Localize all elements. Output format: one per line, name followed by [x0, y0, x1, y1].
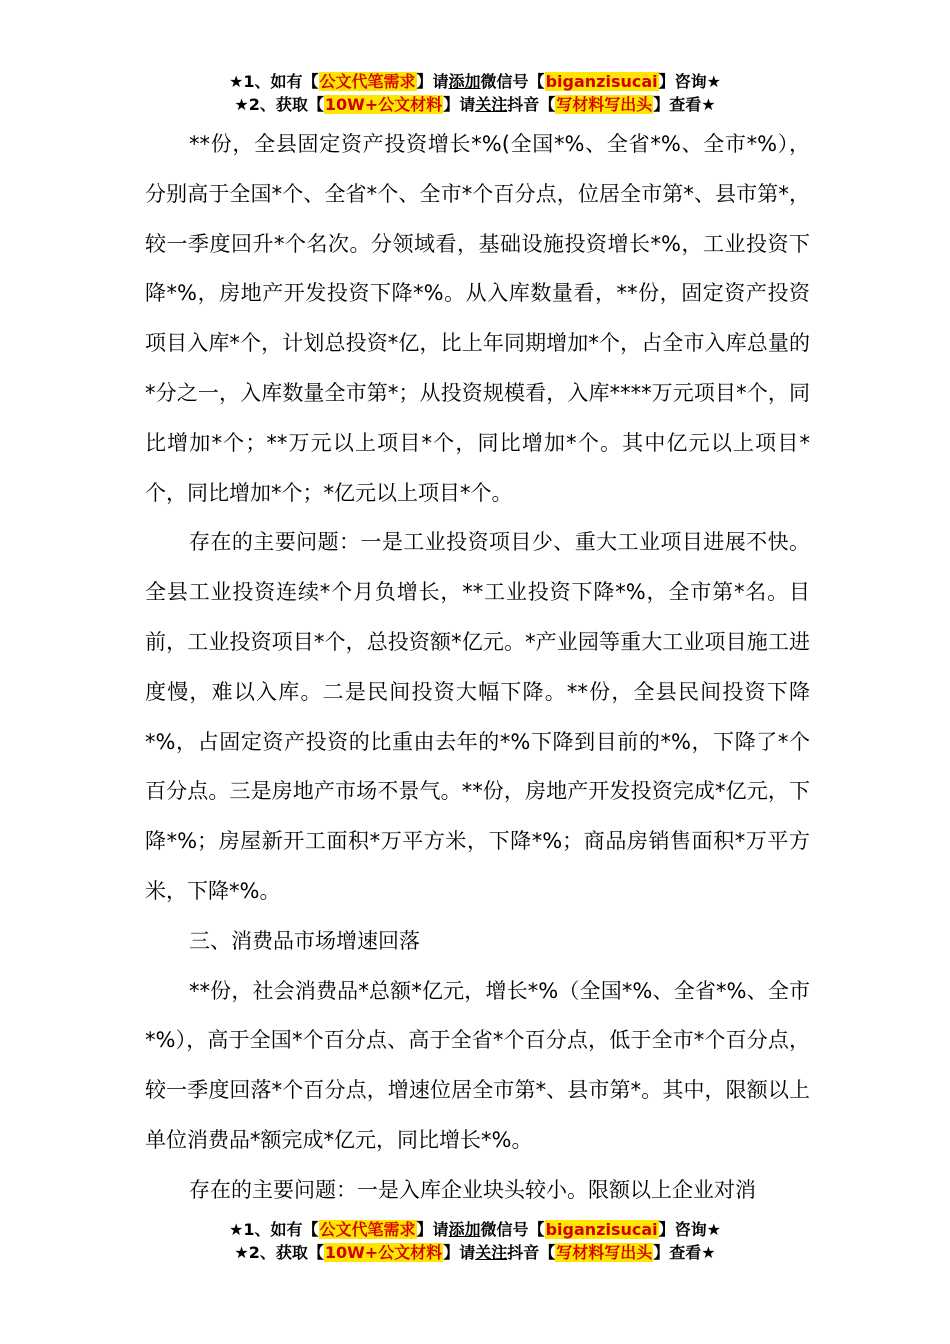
banner-text: 】请 — [443, 1243, 476, 1262]
banner-text: 】请 — [416, 1220, 449, 1239]
banner-text: 微信号【 — [480, 1220, 545, 1239]
banner-text: 关注 — [475, 95, 508, 114]
banner-line-1 — [0, 1218, 950, 1241]
banner-text: 抖音【 — [507, 95, 556, 114]
banner-text: ★1、如有【 — [229, 1220, 319, 1239]
paragraph: **份，社会消费品*总额*亿元，增长*%（全国*%、全省*%、全市*%），高于全国*个百分点、高于全省*个百分点，低于全市*个百分点，较一季度回落*个百分点，增速位居全市第*、县市第*。其中，限额以上单位消费品*额完成*亿元，同比增长*%。 — [145, 978, 810, 1152]
paragraph: **份，全县固定资产投资增长*%(全国*%、全省*%、全市*%），分别高于全国*个、全省*个、全市*个百分点，位居全市第*、县市第*，较一季度回升*个名次。分领域看，基础设施投资增长*%，工业投资下降*%，房地产开发投资下降*%。从入库数量看，**份，固定资产投资项目入库*个，计划总投资*亿，比上年同期增加*个，占全市入库总量的*分之一，入库数量全市第*；从投资规模看，入库****万元项目*个，同比增加*个；**万元以上项目*个，同比增加*个。其中亿元以上项目*个，同比增加*个；*亿元以上项目*个。 — [145, 132, 810, 505]
banner-text: ★2、获取【 — [234, 1243, 324, 1262]
banner-highlight: 10W+公文材料 — [324, 1243, 443, 1262]
banner-text: ★2、获取【 — [234, 95, 324, 114]
banner-text: 】请 — [416, 72, 449, 91]
banner-highlight: 公文代笔需求 — [319, 1220, 416, 1239]
paragraph: 存在的主要问题：一是入库企业块头较小。限额以上企业对消 — [189, 1177, 756, 1202]
banner-text: 】查看★ — [653, 95, 716, 114]
banner-text: 添加 — [448, 1220, 481, 1239]
header-banner — [0, 70, 950, 116]
banner-text: 抖音【 — [507, 1243, 556, 1262]
banner-text: 】请 — [443, 95, 476, 114]
banner-text: 关注 — [475, 1243, 508, 1262]
banner-line-2 — [0, 93, 950, 116]
banner-text: 】咨询★ — [658, 1220, 721, 1239]
banner-text: 】咨询★ — [658, 72, 721, 91]
banner-highlight: 写材料写出头 — [556, 1243, 653, 1262]
paragraph: 存在的主要问题：一是工业投资项目少、重大工业项目进展不快。全县工业投资连续*个月负增长，**工业投资下降*%，全市第*名。目前，工业投资项目*个，总投资额*亿元。*产业园等重大工业项目施工进度慢，难以入库。二是民间投资大幅下降。**份，全县民间投资下降*%，占固定资产投资的比重由去年的*%下降到目前的*%，下降了*个百分点。三是房地产市场不景气。**份，房地产开发投资完成*亿元，下降*%；房屋新开工面积*万平方米，下降*%；商品房销售面积*万平方米，下降*%。 — [145, 530, 810, 903]
section-heading: 三、消费品市场增速回落 — [189, 928, 420, 953]
banner-highlight: 写材料写出头 — [556, 95, 653, 114]
banner-text: ★1、如有【 — [229, 72, 319, 91]
banner-text: 】查看★ — [653, 1243, 716, 1262]
banner-highlight: 公文代笔需求 — [319, 72, 416, 91]
banner-text: 微信号【 — [480, 72, 545, 91]
banner-highlight: biganzisucai — [545, 1220, 658, 1239]
banner-text: 添加 — [448, 72, 481, 91]
banner-line-1 — [0, 70, 950, 93]
banner-highlight: biganzisucai — [545, 72, 658, 91]
document-body — [145, 120, 810, 1216]
banner-line-2 — [0, 1241, 950, 1264]
banner-highlight: 10W+公文材料 — [324, 95, 443, 114]
footer-banner — [0, 1218, 950, 1264]
